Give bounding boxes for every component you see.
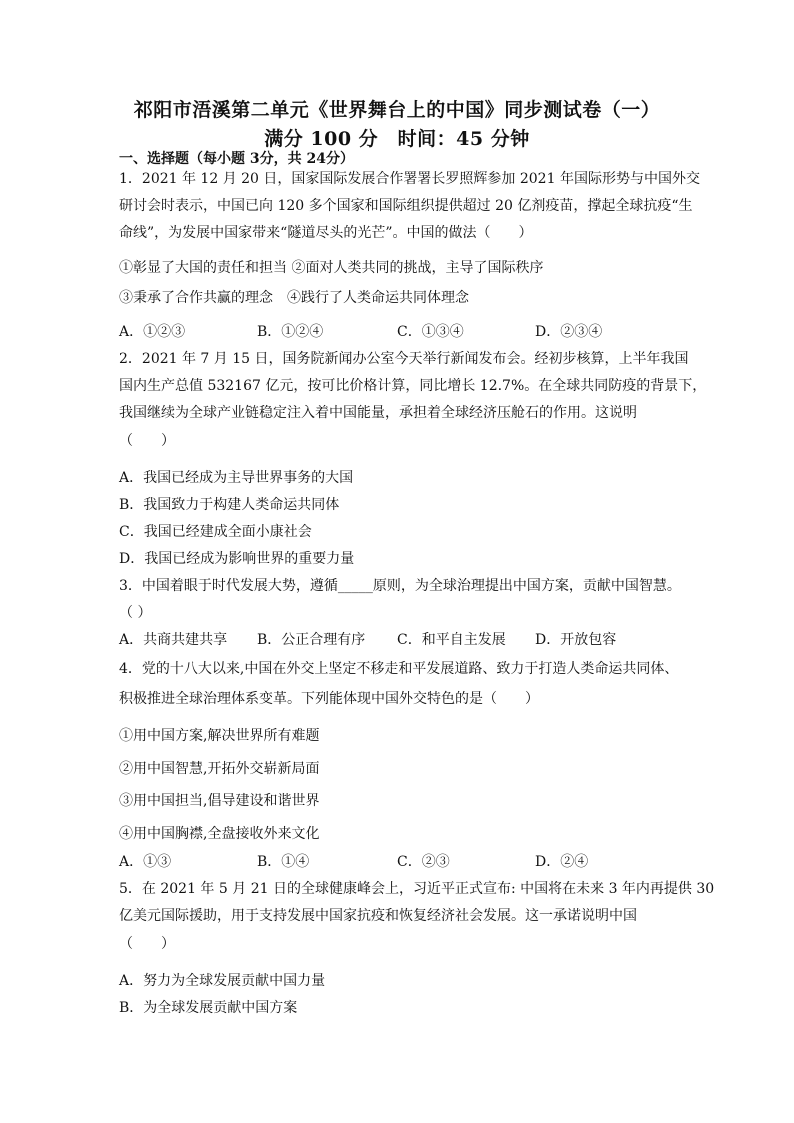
q1-line-2: 研讨会时表示，中国已向 120 多个国家和国际组织提供超过 20 亿剂疫苗，撑起全球抗疫“生 — [119, 198, 693, 214]
page-subtitle: 满分 100 分 时间：45 分钟 — [264, 128, 530, 150]
q1-item-2: ③秉承了合作共赢的理念 ④践行了人类命运共同体理念 — [119, 290, 469, 306]
q4-option-b[interactable]: B．①④ — [257, 854, 310, 870]
q4-option-a[interactable]: A．①③ — [119, 854, 172, 870]
section-heading: 一、选择题（每小题 3分，共 24分） — [119, 151, 354, 167]
q5-line-1: 5．在 2021 年 5 月 21 日的全球健康峰会上，习近平正式宣布: 中国将在未来 3 年内再提供 30 — [119, 881, 715, 897]
q3-option-c[interactable]: C．和平自主发展 — [397, 632, 506, 648]
q2-line-1: 2．2021 年 7 月 15 日，国务院新闻办公室今天举行新闻发布会。经初步核算，上半年我国 — [119, 351, 689, 367]
q5-option-b[interactable]: B．为全球发展贡献中国方案 — [119, 1000, 298, 1016]
q4-line-2: 积极推进全球治理体系变革。下列能体现中国外交特色的是（ ） — [119, 691, 539, 707]
q1-item-1: ①彰显了大国的责任和担当 ②面对人类共同的挑战，主导了国际秩序 — [119, 260, 544, 276]
q5-line-3: （ ） — [119, 936, 175, 952]
q4-item-2: ②用中国智慧,开拓外交崭新局面 — [119, 761, 320, 777]
q4-item-3: ③用中国担当,倡导建设和谐世界 — [119, 793, 320, 809]
q1-line-3: 命线”，为发展中国家带来“隧道尽头的光芒”。中国的做法（ ） — [119, 225, 533, 241]
q1-line-1: 1．2021 年 12 月 20 日，国家国际发展合作署署长罗照辉参加 2021 年国际形势与中国外交 — [119, 171, 700, 187]
q4-option-d[interactable]: D．②④ — [535, 854, 589, 870]
page-title: 祁阳市浯溪第二单元《世界舞台上的中国》同步测试卷（一） — [133, 99, 661, 121]
q5-line-2: 亿美元国际援助，用于支持发展中国家抗疫和恢复经济社会发展。这一承诺说明中国 — [119, 908, 637, 924]
q4-item-1: ①用中国方案,解决世界所有难题 — [119, 728, 320, 744]
q4-item-4: ④用中国胸襟,全盘接收外来文化 — [119, 826, 320, 842]
q2-option-b[interactable]: B．我国致力于构建人类命运共同体 — [119, 497, 340, 513]
q3-line-2: （ ） — [119, 605, 152, 621]
q2-option-d[interactable]: D．我国已经成为影响世界的重要力量 — [119, 551, 355, 567]
q3-option-b[interactable]: B．公正合理有序 — [257, 632, 366, 648]
q3-line-1: 3．中国着眼于时代发展大势，遵循_____原则，为全球治理提出中国方案，贡献中国智慧。 — [119, 578, 681, 594]
q4-option-c[interactable]: C．②③ — [397, 854, 450, 870]
q2-option-a[interactable]: A．我国已经成为主导世界事务的大国 — [119, 470, 354, 486]
q3-option-d[interactable]: D．开放包容 — [535, 632, 617, 648]
q1-option-a[interactable]: A．①②③ — [119, 324, 186, 340]
q1-option-b[interactable]: B．①②④ — [257, 324, 324, 340]
q2-option-c[interactable]: C．我国已经建成全面小康社会 — [119, 524, 312, 540]
q1-option-c[interactable]: C．①③④ — [397, 324, 464, 340]
q4-line-1: 4．党的十八大以来,中国在外交上坚定不移走和平发展道路、致力于打造人类命运共同体、 — [119, 661, 679, 677]
q2-line-2: 国内生产总值 532167 亿元，按可比价格计算，同比增长 12.7%。在全球共同防疫的背景下， — [119, 378, 707, 394]
q1-option-d[interactable]: D．②③④ — [535, 324, 603, 340]
q5-option-a[interactable]: A．努力为全球发展贡献中国力量 — [119, 973, 326, 989]
q2-line-3: 我国继续为全球产业链稳定注入着中国能量，承担着全球经济压舱石的作用。这说明 — [119, 405, 637, 421]
q2-line-4: （ ） — [119, 433, 175, 449]
q3-option-a[interactable]: A．共商共建共享 — [119, 632, 228, 648]
